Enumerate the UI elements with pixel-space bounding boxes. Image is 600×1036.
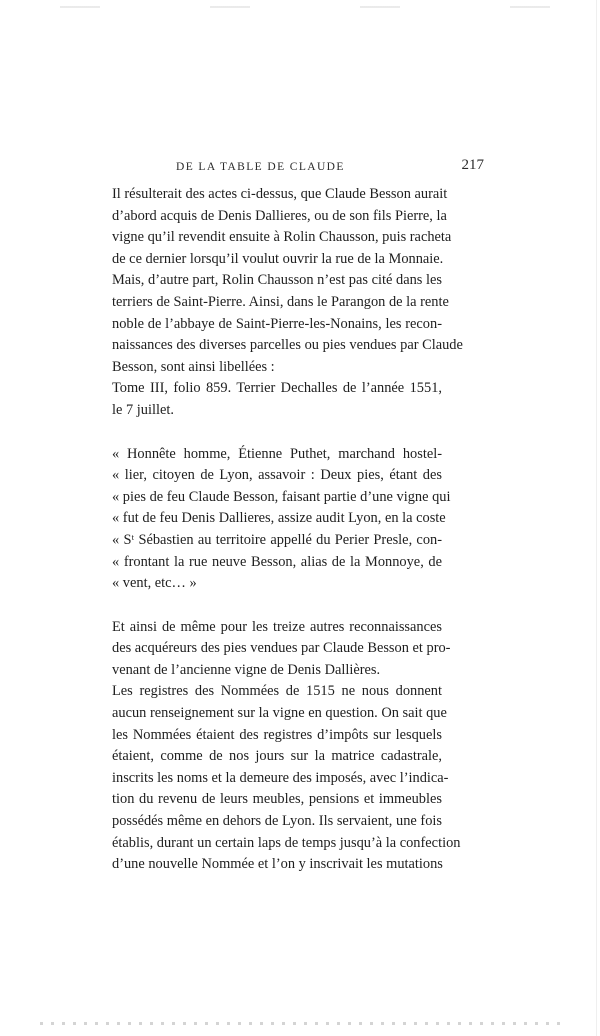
text-line: naissances des diverses parcelles ou pies vendues par Claude (112, 337, 463, 354)
scan-edge-bottom (40, 1022, 560, 1025)
text-line: Mais, d’autre part, Rolin Chausson n’est pas cité dans les (112, 272, 442, 289)
text-line: Besson, sont ainsi libellées : (112, 358, 275, 375)
text-line: venant de l’ancienne vigne de Denis Dallières. (112, 661, 381, 678)
text-line: vigne qu’il revendit ensuite à Rolin Chausson, puis racheta (112, 229, 452, 246)
text-line: étaient, comme de nos jours sur la matrice cadastrale, (112, 748, 442, 765)
paragraph (112, 681, 461, 875)
text-line: inscrits les noms et la demeure des imposés, avec l’indica- (112, 769, 449, 786)
running-head: DE LA TABLE DE CLAUDE (176, 161, 345, 173)
quotation (112, 444, 451, 595)
text-line: d’abord acquis de Denis Dallieres, ou de son fils Pierre, la (112, 207, 447, 224)
text-line: établis, durant un certain laps de temps jusqu’à la confection (112, 834, 461, 851)
text-line: aucun renseignement sur la vigne en question. On sait que (112, 705, 447, 722)
text-line: Il résulterait des actes ci-dessus, que Claude Besson aurait (112, 186, 448, 202)
page-number: 217 (461, 157, 484, 173)
text-line: noble de l’abbaye de Saint-Pierre-les-Nonains, les recon- (112, 315, 442, 332)
text-line: de ce dernier lorsqu’il voulut ouvrir la rue de la Monnaie. (112, 250, 444, 267)
paragraph (112, 270, 463, 378)
quote-line: « fut de feu Denis Dallieres, assize audit Lyon, en la coste (112, 510, 446, 527)
text-line: les Nommées étaient des registres d’impôts sur lesquels (112, 726, 442, 743)
page-header (112, 157, 492, 181)
quote-line: « Sᵗ Sébastien au territoire appellé du Perier Presle, con- (112, 531, 442, 548)
quote-line: « frontant la rue neuve Besson, alias de la Monnoye, de (112, 553, 442, 570)
text-line: possédés même en dehors de Lyon. Ils servaient, une fois (112, 813, 442, 830)
quote-line: « pies de feu Claude Besson, faisant partie d’une vigne qui (112, 488, 451, 505)
text-line: le 7 juillet. (112, 401, 174, 418)
quote-line: « vent, etc… » (112, 575, 197, 592)
spacer (112, 422, 442, 444)
spacer (112, 595, 442, 617)
text-line: des acquéreurs des pies vendues par Claude Besson et pro- (112, 640, 451, 657)
text-line: terriers de Saint-Pierre. Ainsi, dans le Parangon de la rente (112, 293, 449, 310)
text-line: Les registres des Nommées de 1515 ne nous donnent (112, 683, 442, 700)
paragraph (112, 378, 442, 421)
scan-edge-top (0, 6, 600, 8)
text-line: d’une nouvelle Nommée et l’on y inscrivait les mutations (112, 856, 443, 873)
text-line: Et ainsi de même pour les treize autres reconnaissances (112, 618, 442, 635)
paragraph (112, 184, 452, 270)
scan-edge-right (596, 0, 597, 1036)
quote-line: « lier, citoyen de Lyon, assavoir : Deux pies, étant des (112, 467, 442, 484)
paragraph (112, 617, 451, 682)
quote-line: « Honnête homme, Étienne Puthet, marchand hostel- (112, 445, 442, 462)
text-line: Tome III, folio 859. Terrier Dechalles de l’année 1551, (112, 380, 442, 397)
text-line: tion du revenu de leurs meubles, pensions et immeubles (112, 791, 442, 808)
body-text (112, 184, 463, 876)
